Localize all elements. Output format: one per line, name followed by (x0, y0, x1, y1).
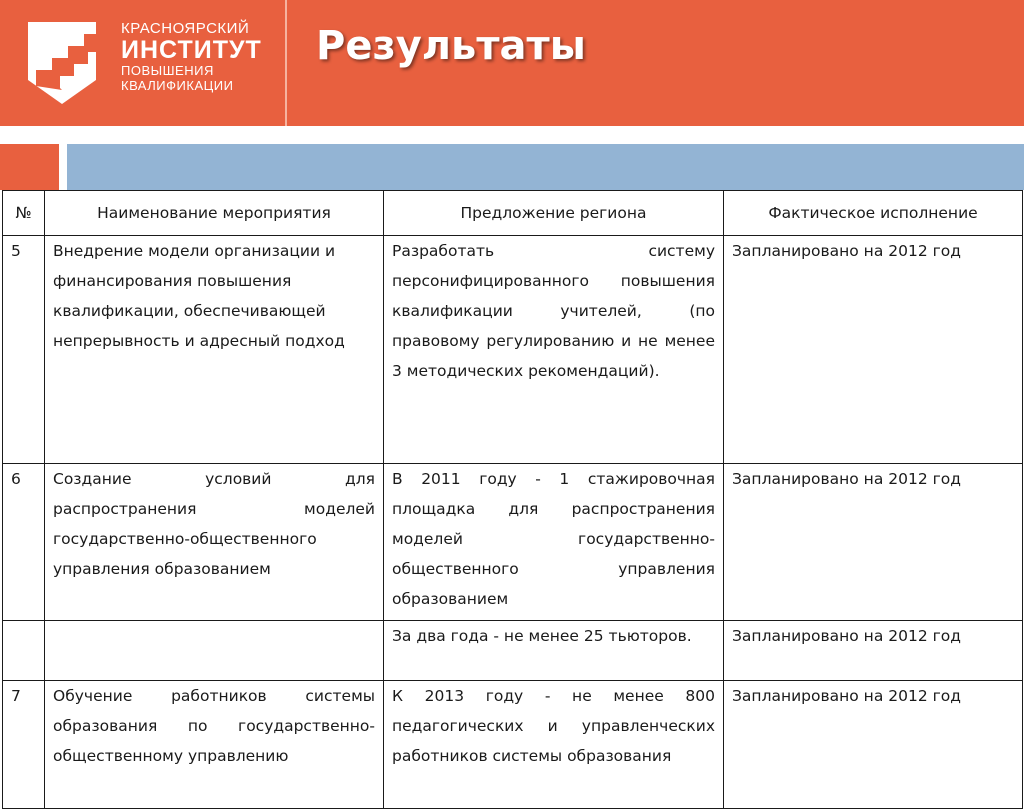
logo-line-4: КВАЛИФИКАЦИИ (121, 78, 234, 93)
decorative-stripe-orange (0, 144, 59, 190)
event-name-cell: Создание условий для распространения моделей государственно-общественного управления образованием (45, 464, 384, 621)
results-table (2, 190, 1023, 809)
table-row (3, 464, 1023, 621)
stepped-shield-logo-icon (28, 22, 96, 108)
actual-execution-cell: Запланировано на 2012 год (724, 236, 1023, 464)
event-name-cell (45, 621, 384, 681)
institute-logo-text (121, 20, 262, 93)
region-proposal-cell: За два года - не менее 25 тьюторов. (384, 621, 724, 681)
actual-execution-cell: Запланировано на 2012 год (724, 681, 1023, 809)
logo-line-1: КРАСНОЯРСКИЙ (121, 20, 250, 37)
logo-line-3: ПОВЫШЕНИЯ (121, 63, 214, 78)
decorative-stripe-blue (67, 144, 1024, 190)
page-title: Результаты (316, 23, 586, 69)
logo-line-2: ИНСТИТУТ (121, 36, 262, 64)
header-divider (285, 0, 287, 126)
region-proposal-cell: В 2011 году - 1 стажировочная площадка для распространения моделей государственно-общественного управления образованием (384, 464, 724, 621)
event-name-cell: Внедрение модели организации и финансирования повышения квалификации, обеспечивающей непрерывность и адресный подход (45, 236, 384, 464)
row-number-cell: 5 (3, 236, 45, 464)
region-proposal-cell: К 2013 году - не менее 800 педагогических и управленческих работников системы образования (384, 681, 724, 809)
column-header-number: № (3, 191, 45, 236)
slide-header (0, 0, 1024, 126)
table-row (3, 236, 1023, 464)
actual-execution-cell: Запланировано на 2012 год (724, 464, 1023, 621)
column-header-name: Наименование мероприятия (45, 191, 384, 236)
event-name-cell: Обучение работников системы образования по государственно-общественному управлению (45, 681, 384, 809)
row-number-cell (3, 621, 45, 681)
column-header-proposal: Предложение региона (384, 191, 724, 236)
table-header-row (3, 191, 1023, 236)
column-header-fact: Фактическое исполнение (724, 191, 1023, 236)
row-number-cell: 7 (3, 681, 45, 809)
table-row (3, 681, 1023, 809)
table-row (3, 621, 1023, 681)
region-proposal-cell: Разработать систему персонифицированного повышения квалификации учителей, (по правовому регулированию и не менее 3 методических рекомендаций). (384, 236, 724, 464)
actual-execution-cell: Запланировано на 2012 год (724, 621, 1023, 681)
row-number-cell: 6 (3, 464, 45, 621)
